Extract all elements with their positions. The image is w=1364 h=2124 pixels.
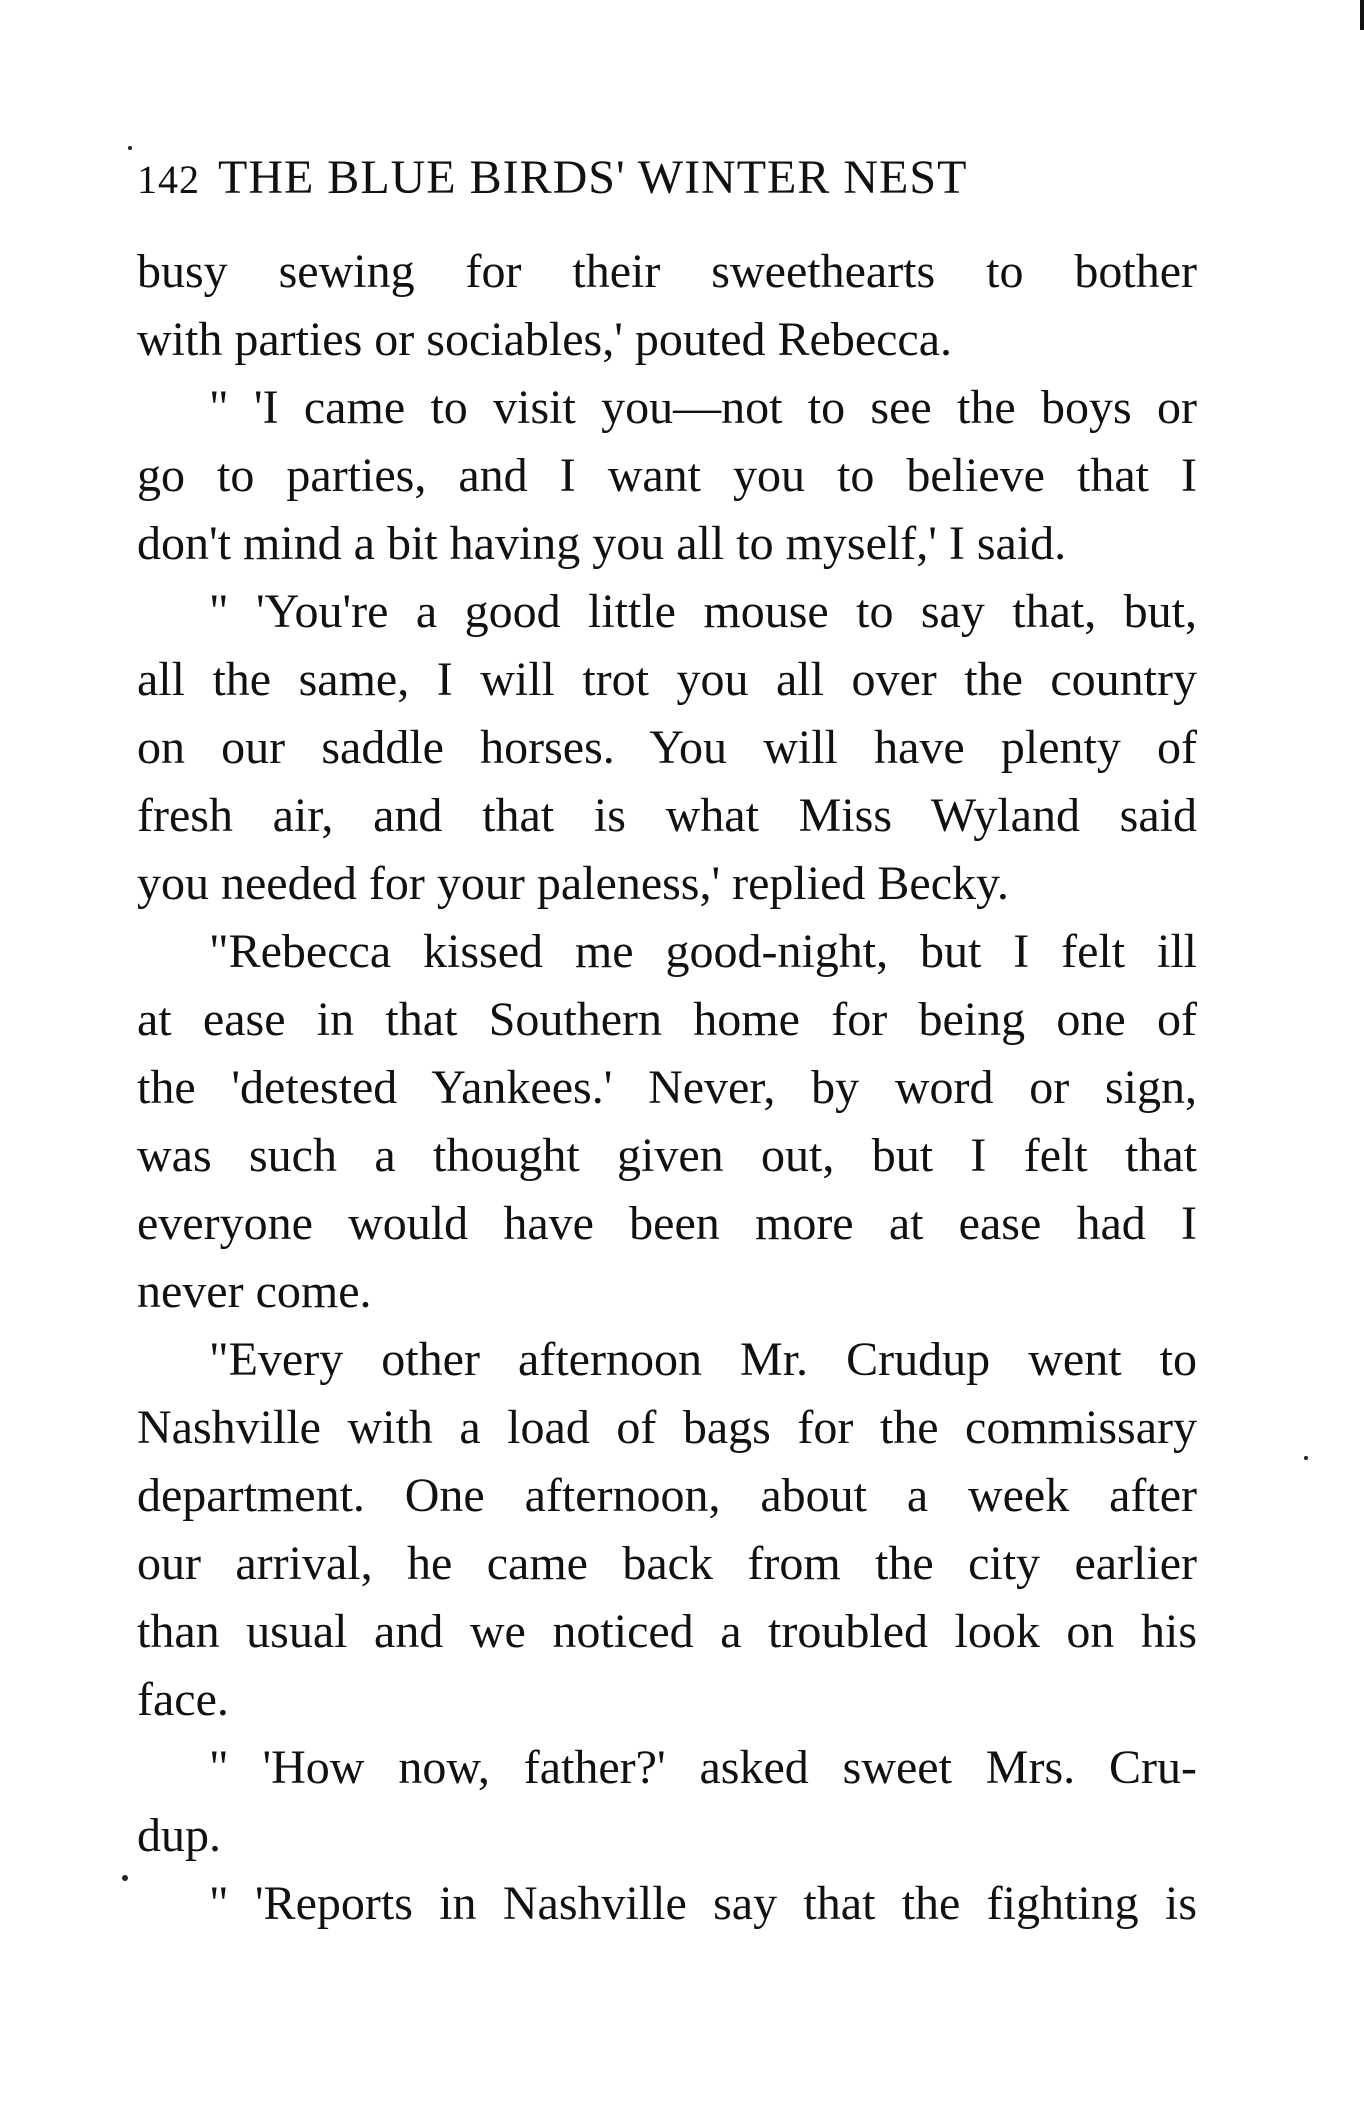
text-line: at ease in that Southern home for being one of bbox=[137, 993, 1197, 1046]
text-line: Nashville with a load of bags for the commissary bbox=[137, 1401, 1197, 1454]
text-line: with parties or sociables,' pouted Rebecca. bbox=[137, 313, 953, 366]
text-line: " 'Reports in Nashville say that the fighting is bbox=[209, 1877, 1197, 1930]
scan-speck bbox=[128, 146, 132, 150]
text-line: busy sewing for their sweethearts to bother bbox=[137, 245, 1197, 298]
text-line: fresh air, and that is what Miss Wyland said bbox=[137, 789, 1197, 842]
scan-mark bbox=[1360, 0, 1364, 30]
running-header bbox=[137, 148, 1197, 210]
text-line: department. One afternoon, about a week after bbox=[137, 1469, 1197, 1522]
text-line: "Rebecca kissed me good-night, but I felt ill bbox=[209, 925, 1197, 978]
text-line: "Every other afternoon Mr. Crudup went to bbox=[209, 1333, 1197, 1386]
text-line: never come. bbox=[137, 1265, 372, 1318]
text-line: " 'How now, father?' asked sweet Mrs. Cru- bbox=[209, 1741, 1197, 1794]
text-line: don't mind a bit having you all to myself,' I said. bbox=[137, 517, 1067, 570]
text-line: was such a thought given out, but I felt that bbox=[137, 1129, 1197, 1182]
text-line: our arrival, he came back from the city earlier bbox=[137, 1537, 1197, 1590]
text-line: go to parties, and I want you to believe that I bbox=[137, 449, 1197, 502]
text-line: on our saddle horses. You will have plenty of bbox=[137, 721, 1197, 774]
text-line: dup. bbox=[137, 1809, 221, 1862]
text-line: everyone would have been more at ease had I bbox=[137, 1197, 1197, 1250]
text-line: than usual and we noticed a troubled look on his bbox=[137, 1605, 1197, 1658]
page-number: 142 bbox=[137, 157, 200, 202]
text-line: face. bbox=[137, 1673, 229, 1726]
body-text bbox=[137, 238, 1197, 1938]
scan-speck bbox=[1304, 1456, 1308, 1460]
text-line: you needed for your paleness,' replied Becky. bbox=[137, 857, 1009, 910]
text-line: " 'I came to visit you—not to see the boys or bbox=[209, 381, 1197, 434]
text-line: all the same, I will trot you all over the country bbox=[137, 653, 1197, 706]
text-line: " 'You're a good little mouse to say that, but, bbox=[209, 585, 1197, 638]
scan-speck bbox=[122, 1875, 128, 1881]
book-title: THE BLUE BIRDS' WINTER NEST bbox=[218, 151, 968, 204]
text-line: the 'detested Yankees.' Never, by word or sign, bbox=[137, 1061, 1197, 1114]
